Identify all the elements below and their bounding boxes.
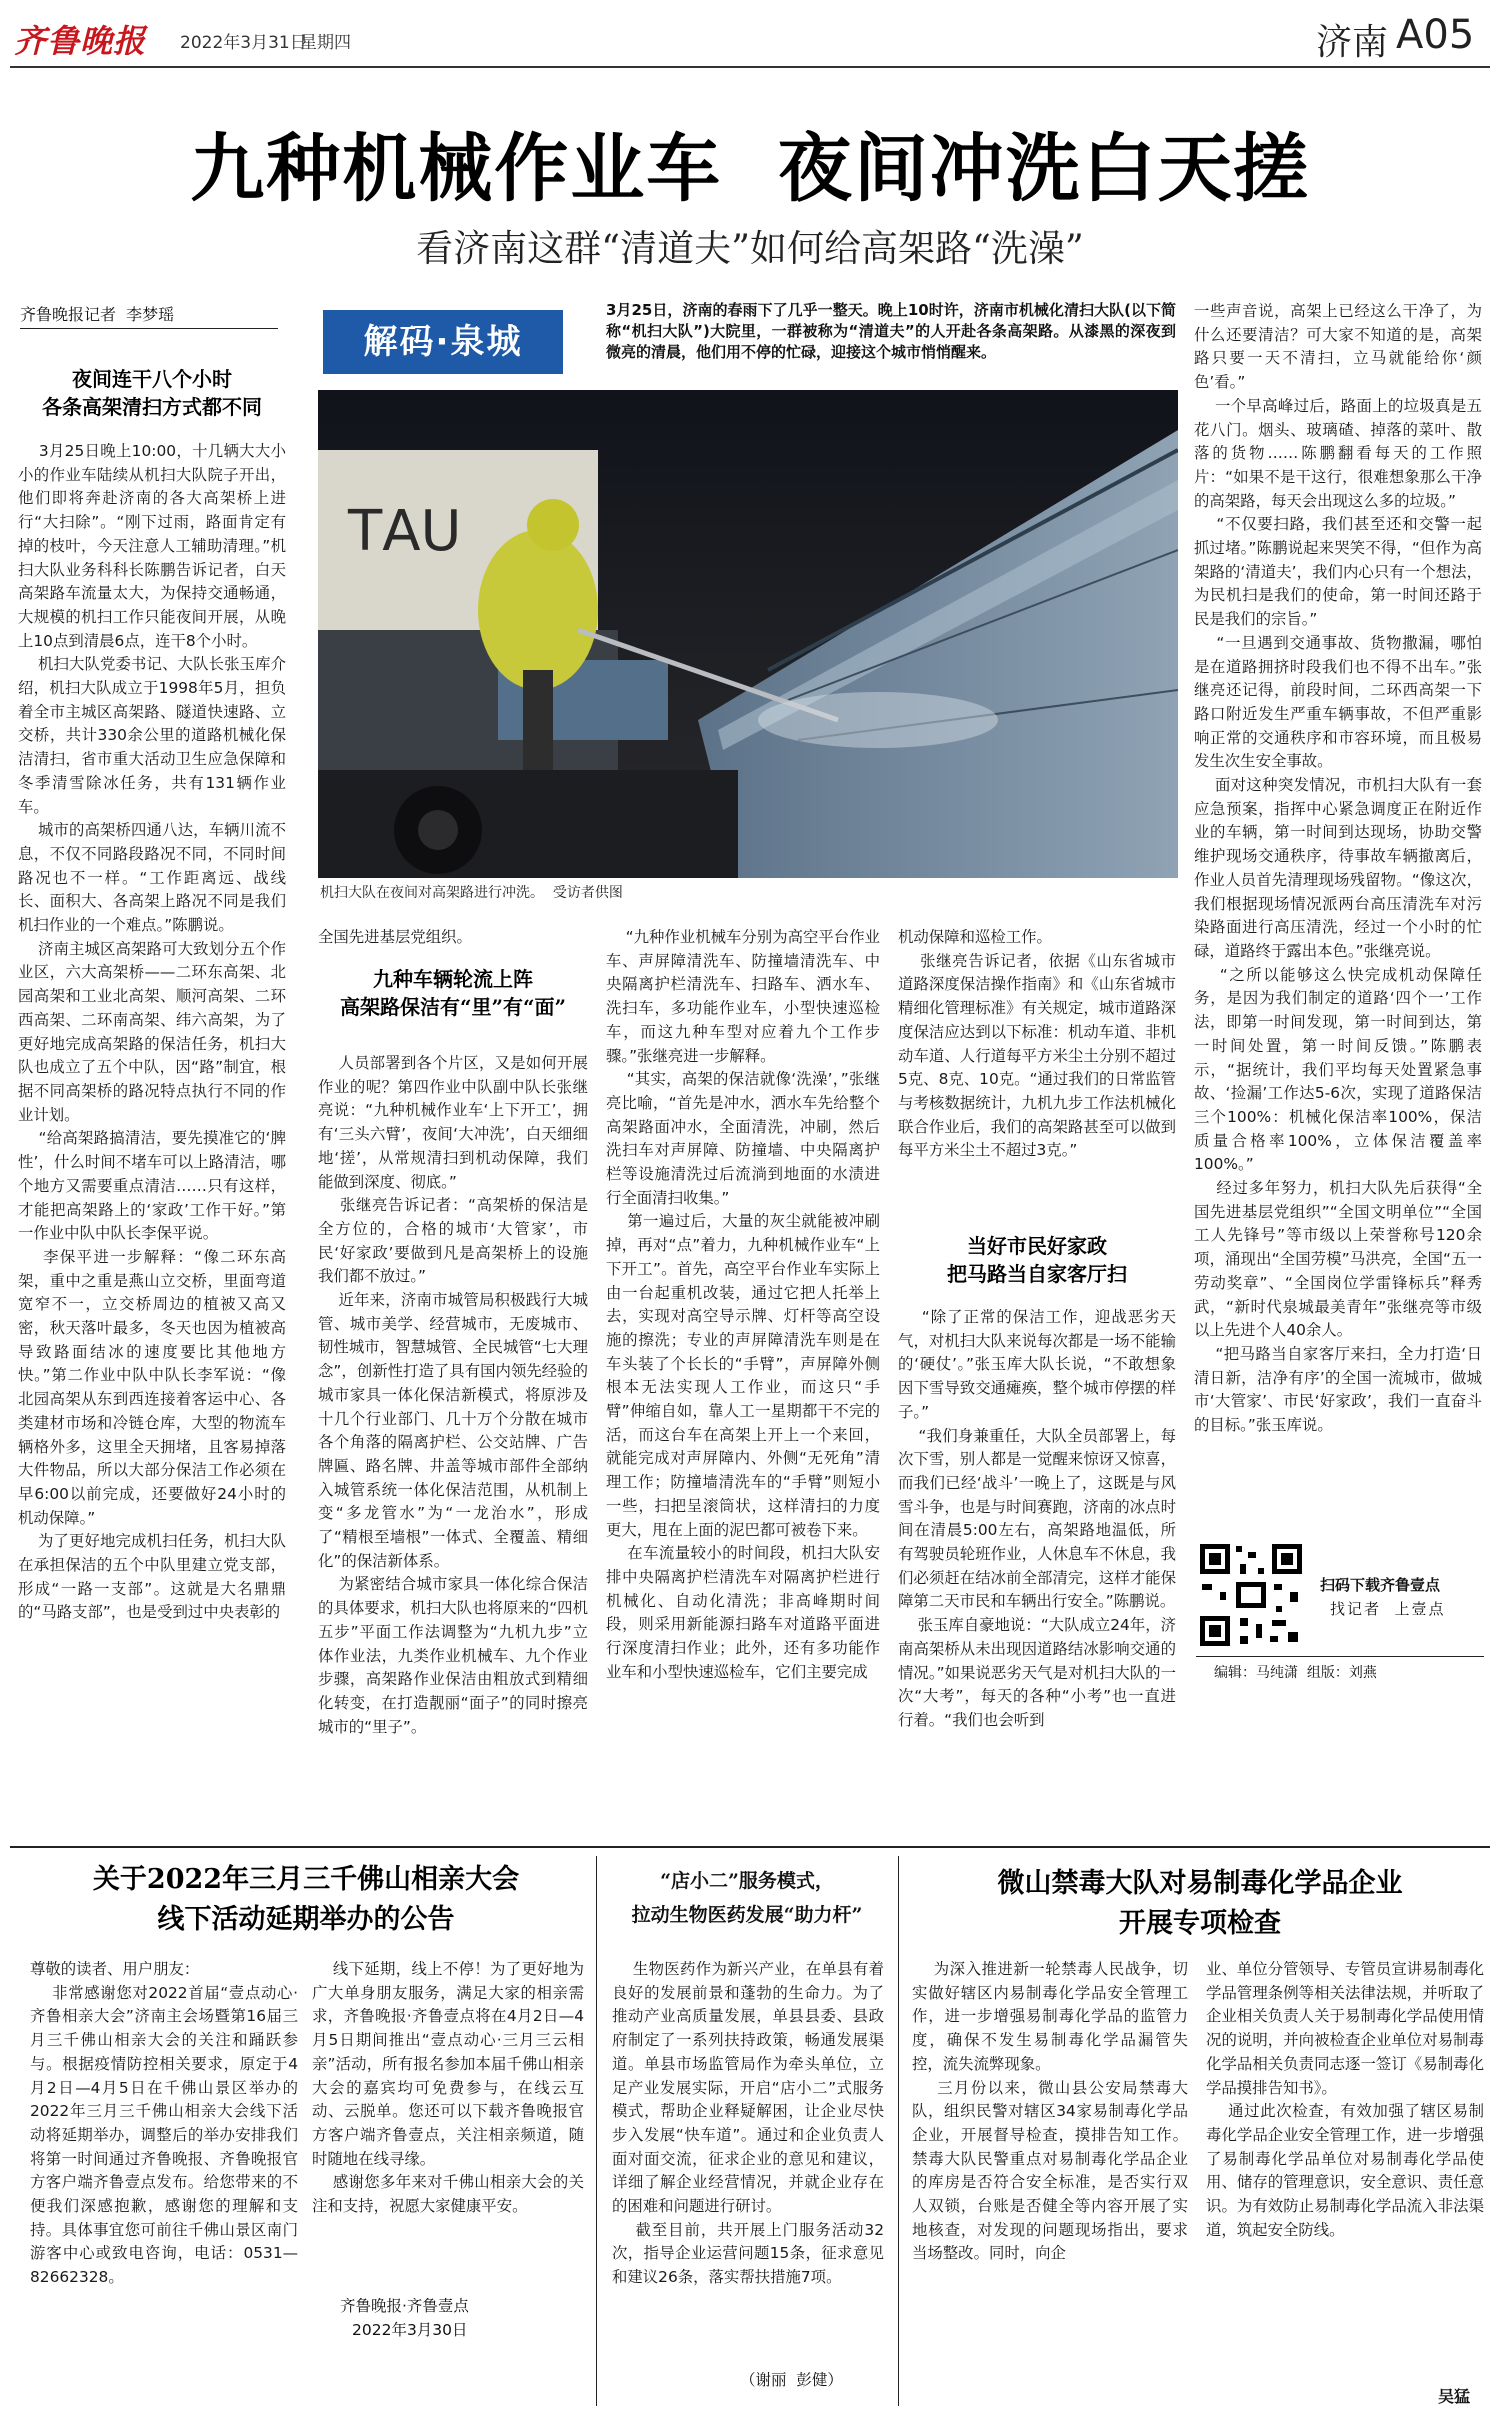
lead-paragraph: 3月25日，济南的春雨下了几乎一整天。晚上10时许，济南市机械化清扫大队(以下简称“机扫大队”)大院里，一群被称为“清道夫”的人开赴各条高架路。从漆黑的深夜到微亮的清晨，他们用不停的忙碌，迎接这个城市悄悄醒来。 — [606, 301, 1176, 361]
article3-author: 吴猛 — [1438, 2387, 1471, 2406]
section-name: 济南 — [1316, 22, 1389, 63]
issue-date: 2022年3月31日 — [180, 33, 307, 53]
page-number: A05 — [1396, 12, 1475, 58]
section-heading-2-line1: 九种车辆轮流上阵 — [373, 967, 533, 991]
section-heading-1-line2: 各条高架清扫方式都不同 — [42, 395, 262, 419]
notice-heading-line2: 线下活动延期举办的公告 — [157, 1904, 455, 1935]
qr-code[interactable] — [1196, 1540, 1306, 1650]
bottom-section-rule — [10, 1846, 1490, 1848]
article3-column-2: 业、单位分管领导、专管员宣讲易制毒化学品管理条例等相关法律法规，并听取了企业相关负责人关于易制毒化学品使用情况的说明，并向被检查企业单位对易制毒化学品相关负责同志逐一签订《易制毒化学品摸排告知书》。 通过此次检查，有效加强了辖区易制毒化学品企业安全管理工作，进一步增强了易制毒化学品单位对易制毒化学品使用、储存的管理意识，安全意识、责任意识。为有效防止易制毒化学品流入非法渠道，筑起安全防线。 — [1206, 1960, 1484, 2239]
section-heading-1-line1: 夜间连干八个小时 — [72, 367, 232, 391]
photo-caption: 机扫大队在夜间对高架路进行冲洗。 受访者供图 — [320, 885, 623, 901]
article-column-4: “除了正常的保洁工作，迎战恶劣天气，对机扫大队来说每次都是一场不能输的‘硬仗’。”张玉库大队长说，“不敢想象因下雪导致交通瘫痪，整个城市停摆的样子。” “我们身兼重任，大队全员部署上，每次下雪，别人都是一觉醒来惊讶又惊喜，而我们已经‘战斗’一晚上了，这既是与风雪斗争，也是与时间赛跑，济南的冰点时间在清晨5:00左右，高架路地温低，所有驾驶员轮班作业，人休息车不休息，我们必须赶在结冰前全部清完，这样才能保障第二天市民和车辆出行安全。”陈鹏说。 张玉库自豪地说：“大队成立24年，济南高架桥从未出现因道路结冰影响交通的情况。”如果说恶劣天气是对机扫大队的一次“大考”，每天的各种“小考”也一直进行着。“我们也会听到 — [898, 1308, 1176, 1729]
article-column-3: “九种作业机械车分别为高空平台作业车、声屏障清洗车、防撞墙清洗车、中央隔离护栏清洗车、扫路车、洒水车、洗扫车，多功能作业车，小型快速巡检车，而这九种车型对应着九个工作步骤。”张继亮进一步解释。 “其实，高架的保洁就像‘洗澡’，”张继亮比喻，“首先是冲水，洒水车先给整个高架路面冲水，全面清洗，冲刷，然后洗扫车对声屏障、防撞墙、中央隔离护栏等设施清洗过后流淌到地面的水渍进行全面清扫收集。” 第一遍过后，大量的灰尘就能被冲刷掉，再对“点”着力，九种机械作业车“上下开工”。首先，高空平台作业车实际上由一台起重机改装，通过它把人托举上去，实现对高空导示牌、灯杆等高空设施的擦洗；专业的声屏障清洗车则是在车头装了个长长的“手臂”，声屏障外侧根本无法实现人工作业，而这只“手臂”伸缩自如，靠人工一星期都干不完的活，而这台车在高架上开上一个来回，就能完成对声屏障内、外侧“无死角”清理工作；防撞墙清洗车的“手臂”则短小一些，扫把呈滚筒状，这样清扫的力度更大，甩在上面的泥巴都可被卷下来。 在车流量较小的时间段，机扫大队安排中央隔离护栏清洗车对隔离护栏进行机械化、自动化清洗；非高峰期时间段，则采用新能源扫路车对道路平面进行深度清扫作业；此外，还有多功能作业车和小型快速巡检车，它们主要完成 — [606, 928, 880, 1681]
section-heading-3 — [898, 1232, 1176, 1288]
article-column-2: 人员部署到各个片区，又是如何开展作业的呢？第四作业中队副中队长张继亮说：“九种机械作业车‘上下开工’，拥有‘三头六臂’，夜间‘大冲洗’，白天细细地‘搓’，从常规清扫到机动保障，我们能做到深度、彻底。” 张继亮告诉记者：“高架桥的保洁是全方位的，合格的城市‘大管家’，市民‘好家政’要做到凡是高架桥上的设施我们都不放过。” 近年来，济南市城管局积极践行大城管、城市美学、经营城市，无废城市、韧性城市，智慧城管、全民城管“七大理念”，创新性打造了具有国内领先经验的城市家具一体化保洁新模式，将原涉及十几个行业部门、几十万个分散在城市各个角落的隔离护栏、公交站牌、广告牌匾、路名牌、井盖等城市部件全部纳入城管系统一体化保洁范围，从机制上变“多龙管水”为“一龙治水”，形成了“精根至墙根”一体式、全覆盖、精细化”的保洁新体系。 为紧密结合城市家具一体化综合保洁的具体要求，机扫大队也将原来的“四机五步”平面工作法调整为“九机九步”立体作业法，九类作业机械车、九个作业步骤，高架路作业保洁由粗放式到精细化转变，在打造靓丽“面子”的同时擦亮城市的“里子”。 — [318, 1054, 588, 1736]
notice-signature-date: 2022年3月30日 — [352, 2321, 468, 2339]
article2-heading-line2: 拉动生物医药发展“助力杆” — [631, 1904, 863, 1926]
article3-heading-line2: 开展专项检查 — [1119, 1908, 1281, 1939]
article-column-4-top: 机动保障和巡检工作。 张继亮告诉记者，依据《山东省城市道路深度保洁操作指南》和《山东省城市精细化管理标准》有关规定，城市道路深度保洁应达到以下标准：机动车道、非机动车道、人行道每平方米尘土分别不超过5克、8克、10克。“通过我们的日常监管与考核数据统计，九机九步工作法机械化联合作业后，我们的高架路甚至可以做到每平方米尘土不超过3克。” — [898, 928, 1176, 1160]
column-badge: 解码·泉城 — [323, 310, 563, 374]
notice-divider — [596, 1856, 597, 2406]
article3-column-1: 为深入推进新一轮禁毒人民战争，切实做好辖区内易制毒化学品安全管理工作，进一步增强易制毒化学品的监管力度，确保不发生易制毒化学品漏管失控，流失流弊现象。 三月份以来，微山县公安局禁毒大队，组织民警对辖区34家易制毒化学品企业，开展督导检查，摸排告知工作。禁毒大队民警重点对易制毒化学品企业的库房是否符合安全标准，是否实行双人双锁，台账是否健全等内容开展了实地核查，对发现的问题现场指出，要求当场整改。同时，向企 — [912, 1960, 1188, 2263]
main-subheadline: 看济南这群“清道夫”如何给高架路“洗澡” — [416, 227, 1084, 270]
main-headline: 九种机械作业车 夜间冲洗白天搓 — [190, 126, 1310, 212]
article-column-2-top: 全国先进基层党组织。 — [318, 928, 472, 946]
masthead-logo: 齐鲁晚报 — [14, 22, 147, 60]
article3-heading-line1: 微山禁毒大队对易制毒化学品企业 — [997, 1868, 1403, 1899]
truck-lettering: ΤΑU — [348, 499, 462, 564]
section-heading-1 — [18, 365, 286, 421]
article2-author: （谢丽 彭健） — [740, 2371, 843, 2389]
editor-rule — [1196, 1656, 1484, 1657]
notice-heading — [30, 1860, 582, 1940]
article2-heading-line1: “店小二”服务模式， — [660, 1870, 834, 1892]
editor-credits: 编辑：马纯潇 组版：刘燕 — [1214, 1665, 1377, 1681]
byline: 齐鲁晚报记者 李梦瑶 — [20, 305, 175, 324]
article-column-1: 3月25日晚上10:00，十几辆大大小小的作业车陆续从机扫大队院子开出，他们即将奔赴济南的各大高架桥上进行“大扫除”。“刚下过雨，路面肯定有掉的枝叶，今天注意人工辅助清理。”机扫大队业务科科长陈鹏告诉记者，白天高架路车流量太大，为保持交通畅通，大规模的机扫工作只能夜间开展，从晚上10点到清晨6点，连干8个小时。 机扫大队党委书记、大队长张玉库介绍，机扫大队成立于1998年5月，担负着全市主城区高架路、隧道快速路、立交桥，共计330余公里的道路机械化保洁清扫，省市重大活动卫生应急保障和冬季清雪除冰任务，共有131辆作业车。 城市的高架桥四通八达，车辆川流不息，不仅不同路段路况不同，不同时间路况也不一样。“工作距离远、战线长、面积大、各高架上路况不同是我们机扫作业的一个难点。”陈鹏说。 济南主城区高架路可大致划分五个作业区，六大高架桥——二环东高架、北园高架和工业北高架、顺河高架、二环西高架、二环南高架、纬六高架，为了更好地完成高架路的保洁任务，机扫大队也成立了五个中队，因“路”制宜，根据不同高架桥的路况特点执行不同的作业计划。 “给高架路搞清洁，要先摸准它的‘脾性’，什么时间不堵车可以上路清洁，哪个地方又需要重点清洁……只有这样，才能把高架路上的‘家政’工作干好。”第一作业中队中队长李保平说。 李保平进一步解释：“像二环东高架，重中之重是燕山立交桥，里面弯道宽窄不一，立交桥周边的植被又高又密，秋天落叶最多，冬天也因为植被高导致路面结冰的速度要比其他地方快。”第二作业中队中队长李军说：“像北园高架从东到西连接着客运中心、各类建材市场和冷链仓库，大型的物流车辆格外多，这里全天拥堵，且客易掉落大件物品，所以大部分保洁工作必须在早6:00以前完成，还要做好24小时的机动保障。” 为了更好地完成机扫任务，机扫大队在承担保洁的五个中队里建立党支部，形成“一路一支部”。这就是大名鼎鼎的“马路支部”，也是受到过中央表彰的 — [18, 442, 286, 1622]
byline-rule — [20, 328, 278, 329]
night-cleaning-photo — [318, 390, 1178, 878]
article2-heading — [612, 1864, 882, 1932]
notice-column-1: 尊敬的读者、用户朋友： 非常感谢您对2022首届“壹点动心·齐鲁相亲大会”济南主会场暨第16届三月三千佛山相亲大会的关注和踊跃参与。根据疫情防控相关要求，原定于4月2日—4月5日在千佛山景区举办的2022年三月三千佛山相亲大会线下活动将延期举办，调整后的举办安排我们将第一时间通过齐鲁晚报、齐鲁晚报官方客户端齐鲁壹点发布。给您带来的不便我们深感抱歉，感谢您的理解和支持。具体事宜您可前往千佛山景区南门游客中心或致电咨询，电话：0531—82662328。 — [30, 1960, 298, 2287]
article2-body: 生物医药作为新兴产业，在单县有着良好的发展前景和蓬勃的生命力。为了推动产业高质量发展，单县县委、县政府制定了一系列扶持政策，畅通发展渠道。单县市场监管局作为牵头单位，立足产业发展实际，开启“店小二”式服务模式，帮助企业释疑解困，让企业尽快步入发展“快车道”。通过和企业负责人面对面交流，征求企业的意见和建议，详细了解企业经营情况，并就企业存在的困难和问题进行研讨。 截至目前，共开展上门服务活动32次，指导企业运营问题15条，征求意见和建议26条，落实帮扶措施7项。 — [612, 1960, 884, 2287]
article-column-5: 一些声音说，高架上已经这么干净了，为什么还要清洁？可大家不知道的是，高架路只要一天不清扫，立马就能给你‘颜色’看。” 一个早高峰过后，路面上的垃圾真是五花八门。烟头、玻璃碴、掉落的菜叶、散落的货物……陈鹏翻看每天的工作照片：“如果不是干这行，很难想象那么干净的高架路，每天会出现这么多的垃圾。” “不仅要扫路，我们甚至还和交警一起抓过堵。”陈鹏说起来哭笑不得，“但作为高架路的‘清道夫’，我们内心只有一个想法，为民机扫是我们的使命，第一时间还路于民是我们的宗旨。” “一旦遇到交通事故、货物撒漏，哪怕是在道路拥挤时段我们也不得不出车。”张继亮还记得，前段时间，二环西高架一下路口附近发生严重车辆事故，不但严重影响正常的交通秩序和市容环境，而且极易发生次生安全事故。 面对这种突发情况，市机扫大队有一套应急预案，指挥中心紧急调度正在附近作业的车辆，第一时间到达现场，协助交警维护现场交通秩序，待事故车辆撤离后，作业人员首先清理现场残留物。“像这次，我们根据现场情况派两台高压清洗车对污染路面进行高压清洗，经过一个小时的忙碌，道路终于露出本色。”张继亮说。 “之所以能够这么快完成机动保障任务，是因为我们制定的道路‘四个一’工作法，即第一时间发现，第一时间到达，第一时间处置，第一时间反馈。”陈鹏表示，“据统计，我们平均每天处置紧急事故、‘捡漏’工作达5-6次，实现了道路保洁三个100%：机械化保洁率100%，保洁质量合格率100%，立体保洁覆盖率100%。” 经过多年努力，机扫大队先后获得“全国先进基层党组织”“全国文明单位”“全国工人先锋号”等市级以上荣誉称号120余项，涌现出“全国劳模”马洪亮，全国“五一劳动奖章”、“全国岗位学雷锋标兵”释秀武，“新时代泉城最美青年”张继亮等市级以上先进个人40余人。 “把马路当自家客厅来扫，全力打造‘日清日新，洁净有序’的全国一流城市，做城市‘大管家’、市民‘好家政’，我们一直奋斗的目标。”张玉库说。 — [1194, 302, 1482, 1435]
qr-title: 扫码下载齐鲁壹点 — [1320, 1576, 1441, 1594]
section-heading-3-line1: 当好市民好家政 — [967, 1234, 1107, 1258]
issue-weekday: 星期四 — [300, 33, 351, 53]
article3-heading — [910, 1864, 1490, 1944]
notice-column-2: 线下延期，线上不停！为了更好地为广大单身朋友服务，满足大家的相亲需求，齐鲁晚报·齐鲁壹点将在4月2日—4月5日期间推出“壹点动心·三月三云相亲”活动，所有报名参加本届千佛山相亲大会的嘉宾均可免费参与，在线云互动、云脱单。您还可以下载齐鲁晚报官方客户端齐鲁壹点，关注相亲频道，随时随地在线寻缘。 感谢您多年来对千佛山相亲大会的关注和支持，祝愿大家健康平安。 — [312, 1960, 584, 2216]
header-rule — [10, 66, 1490, 68]
section-heading-2-line2: 高架路保洁有“里”有“面” — [339, 995, 566, 1019]
notice-signature-org: 齐鲁晚报·齐鲁壹点 — [340, 2297, 469, 2315]
section-heading-2 — [318, 965, 588, 1021]
section-heading-3-line2: 把马路当自家客厅扫 — [947, 1262, 1127, 1286]
notice-heading-line1: 关于2022年三月三千佛山相亲大会 — [92, 1864, 520, 1895]
article2-divider — [898, 1856, 899, 2406]
qr-subtitle: 找记者 上壹点 — [1330, 1600, 1446, 1618]
